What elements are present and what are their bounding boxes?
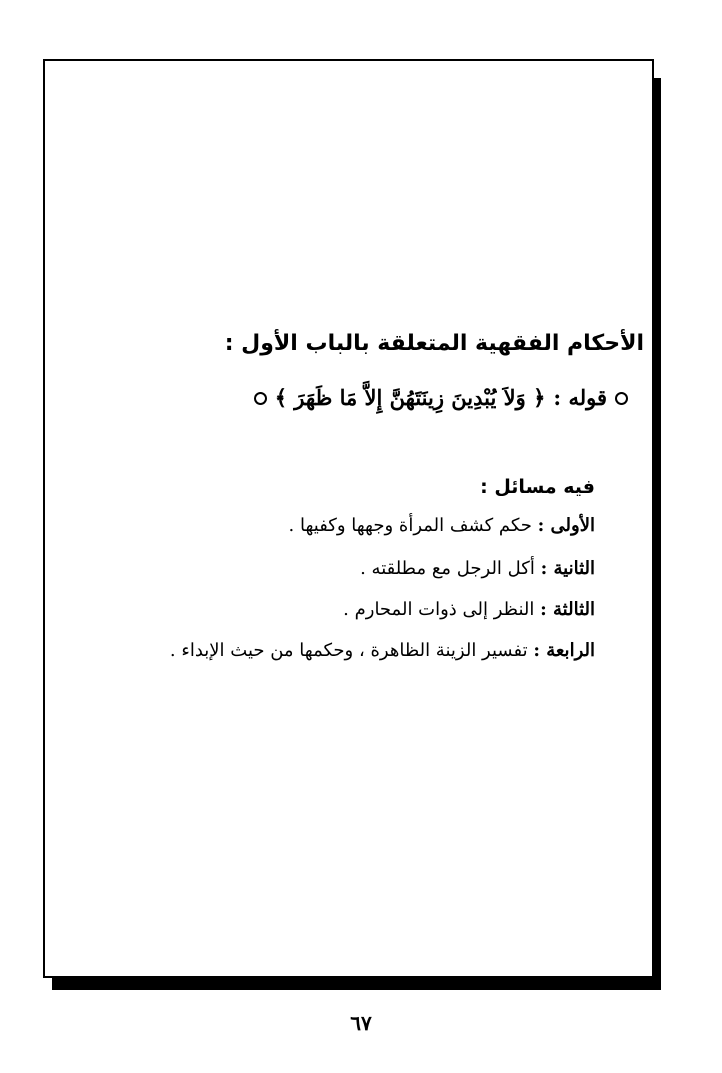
issue-item [360, 556, 595, 582]
issue-text: أكل الرجل مع مطلقته . [360, 558, 535, 579]
verse-line [254, 383, 628, 413]
issue-item [170, 638, 595, 664]
issue-text: تفسير الزينة الظاهرة ، وحكمها من حيث الإبداء . [169, 640, 528, 661]
circle-marker-icon [254, 392, 267, 405]
verse-intro: قوله : [553, 385, 607, 410]
circle-marker-icon [615, 392, 628, 405]
issue-label: الرابعة : [533, 640, 595, 661]
issue-label: الثانية : [540, 558, 595, 579]
issue-item [289, 513, 595, 539]
section-heading: الأحكام الفقهية المتعلقة بالباب الأول : [224, 331, 644, 356]
issue-label: الثالثة : [540, 599, 595, 620]
issue-text: النظر إلى ذوات المحارم . [343, 599, 535, 620]
issues-heading: فيه مسائل : [480, 476, 595, 498]
page-number: ٦٧ [350, 1011, 372, 1035]
issue-text: حكم كشف المرأة وجهها وكفيها . [288, 515, 532, 536]
issue-item [343, 597, 595, 623]
issue-label: الأولى : [537, 515, 595, 536]
verse-text: ﴿ وَلاَ يُبْدِينَ زِينَتَهُنَّ إِلاَّ مَا ظَهَرَ ﴾ [274, 385, 546, 410]
